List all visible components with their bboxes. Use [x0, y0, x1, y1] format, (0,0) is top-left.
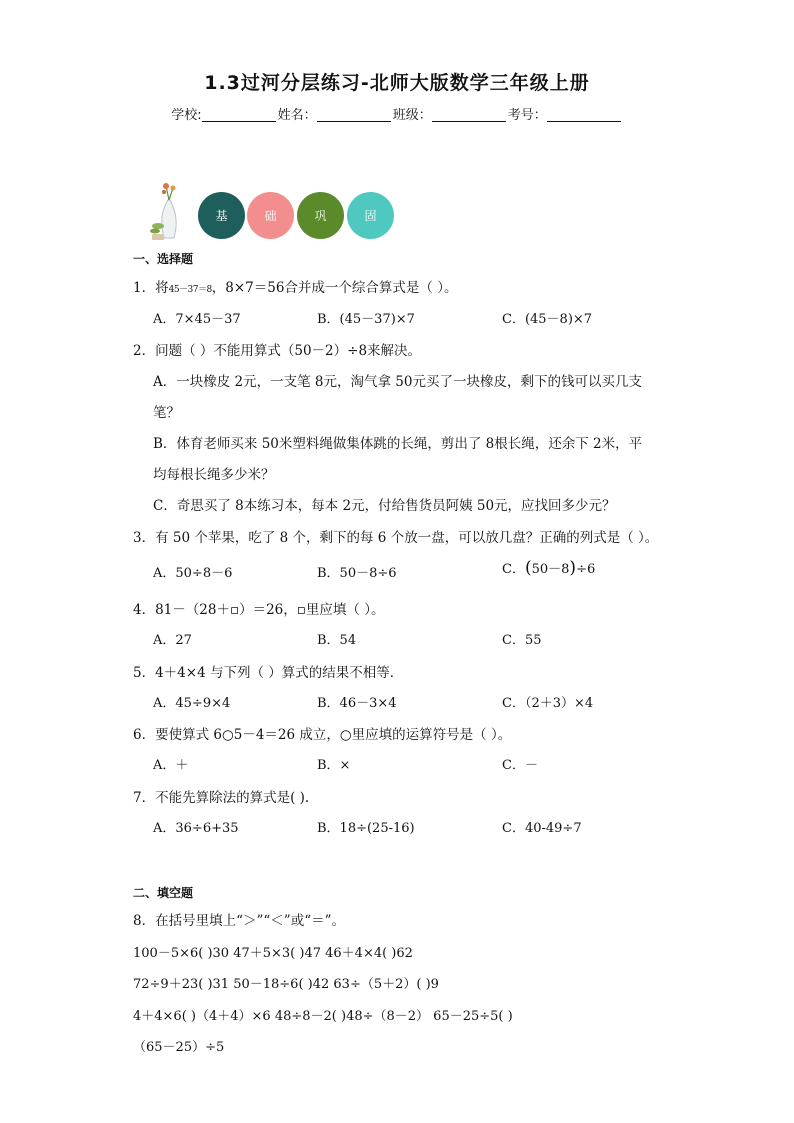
page-title: 1.3过河分层练习-北师大版数学三年级上册 [204, 72, 590, 94]
banner-char-2: 础 [264, 209, 277, 223]
school-blank[interactable] [202, 107, 276, 122]
q3-option-a[interactable]: A．50÷8－6 [153, 566, 233, 581]
q4-option-b[interactable]: B．54 [317, 633, 357, 648]
q7-option-b[interactable]: B．18÷(25-16) [317, 821, 415, 836]
exam-number-blank[interactable] [547, 107, 621, 122]
q5-option-c[interactable]: C．（2＋3）×4 [502, 696, 594, 711]
banner-char-3: 巩 [314, 209, 327, 223]
q8-row-4: （65－25）÷5 [133, 1040, 225, 1055]
question-8: 8．在括号里填上“＞”“＜”或“＝”。 [133, 913, 345, 929]
q3-option-c-label: C． [502, 562, 525, 577]
banner-circle-2 [247, 192, 294, 239]
flower-vase-icon [146, 182, 190, 242]
banner-circle-1 [198, 192, 245, 239]
banner-char-4: 固 [364, 209, 377, 223]
q1-tiny-equation: 45－37＝8 [168, 285, 212, 295]
question-4: 4．81－（28＋▫）＝26，▫里应填（ ）。 [133, 602, 385, 618]
banner-char-1: 基 [215, 209, 228, 223]
question-2: 2．问题（ ）不能用算式（50－2）÷8来解决。 [133, 343, 422, 359]
question-6: 6．要使算式 6○5－4＝26 成立，○里应填的运算符号是（ ）。 [133, 727, 512, 743]
q2-option-c[interactable]: C．奇思买了 8本练习本，每本 2元，付给售货员阿姨 50元，应找回多少元？ [153, 498, 616, 514]
q3-option-b[interactable]: B．50－8÷6 [317, 566, 397, 581]
section-choice-heading: 一、选择题 [133, 252, 194, 266]
q1-option-a[interactable]: A．7×45－37 [153, 312, 241, 327]
q6-option-b[interactable]: B．× [317, 758, 351, 773]
section-banner [146, 182, 406, 252]
q5-option-a[interactable]: A．45÷9×4 [153, 696, 231, 711]
q5-option-b[interactable]: B．46－3×4 [317, 696, 397, 711]
banner-circle-3 [297, 192, 344, 239]
question-7: 7．不能先算除法的算式是( ). [133, 790, 310, 806]
class-label: 班级： [392, 108, 432, 123]
q7-option-a[interactable]: A．36÷6+35 [153, 821, 239, 836]
q2-option-a-line2: 笔？ [153, 405, 180, 421]
q7-option-c[interactable]: C．40-49÷7 [502, 821, 582, 836]
q3-option-c-tail: ÷6 [576, 562, 596, 577]
q2-option-a-line1[interactable]: A．一块橡皮 2元，一支笔 8元，淘气拿 50元买了一块橡皮，剩下的钱可以买几支 [153, 374, 642, 390]
q1-suffix: ，8×7＝56合并成一个综合算式是（ ）。 [211, 280, 458, 296]
q1-option-c[interactable]: C．(45－8)×7 [502, 312, 593, 327]
q4-option-c[interactable]: C．55 [502, 633, 542, 648]
exam-number-label: 考号： [507, 108, 547, 123]
q3-option-c[interactable] [502, 558, 595, 578]
school-label: 学校: [171, 108, 202, 123]
student-info-line [0, 104, 794, 123]
q2-option-b-line1[interactable]: B．体育老师买来 50米塑料绳做集体跳的长绳，剪出了 8根长绳，还余下 2米，平 [153, 436, 643, 452]
name-blank[interactable] [317, 107, 391, 122]
q2-option-b-line2: 均每根长绳多少米？ [153, 467, 275, 483]
q6-option-c[interactable]: C．－ [502, 758, 538, 773]
q6-option-a[interactable]: A．＋ [153, 758, 189, 773]
question-5: 5．4＋4×4 与下列（ ）算式的结果不相等． [133, 665, 404, 681]
q3-right-paren: ) [569, 558, 577, 578]
question-1 [133, 276, 457, 296]
question-3: 3．有 50 个苹果，吃了 8 个，剩下的每 6 个放一盘，可以放几盘？正确的列式是（ ）。 [133, 530, 659, 546]
q8-row-3[interactable]: 4＋4×6( )（4＋4）×6 48÷8－2( )48÷（8－2） 65－25÷5( ) [133, 1009, 513, 1024]
q4-option-a[interactable]: A．27 [153, 633, 192, 648]
q1-prefix: 1．将 [133, 280, 169, 296]
section-fill-heading: 二、填空题 [133, 886, 194, 900]
q1-option-b[interactable]: B．(45－37)×7 [317, 312, 415, 327]
class-blank[interactable] [432, 107, 506, 122]
banner-circle-4 [347, 192, 394, 239]
q3-left-paren: ( [524, 558, 532, 578]
name-label: 姓名： [277, 108, 317, 123]
q8-row-2[interactable]: 72÷9＋23( )31 50－18÷6( )42 63÷（5＋2）( )9 [133, 977, 439, 992]
q3-option-c-expr: 50－8 [531, 562, 570, 577]
q8-row-1[interactable]: 100－5×6( )30 47＋5×3( )47 46＋4×4( )62 [133, 946, 413, 961]
